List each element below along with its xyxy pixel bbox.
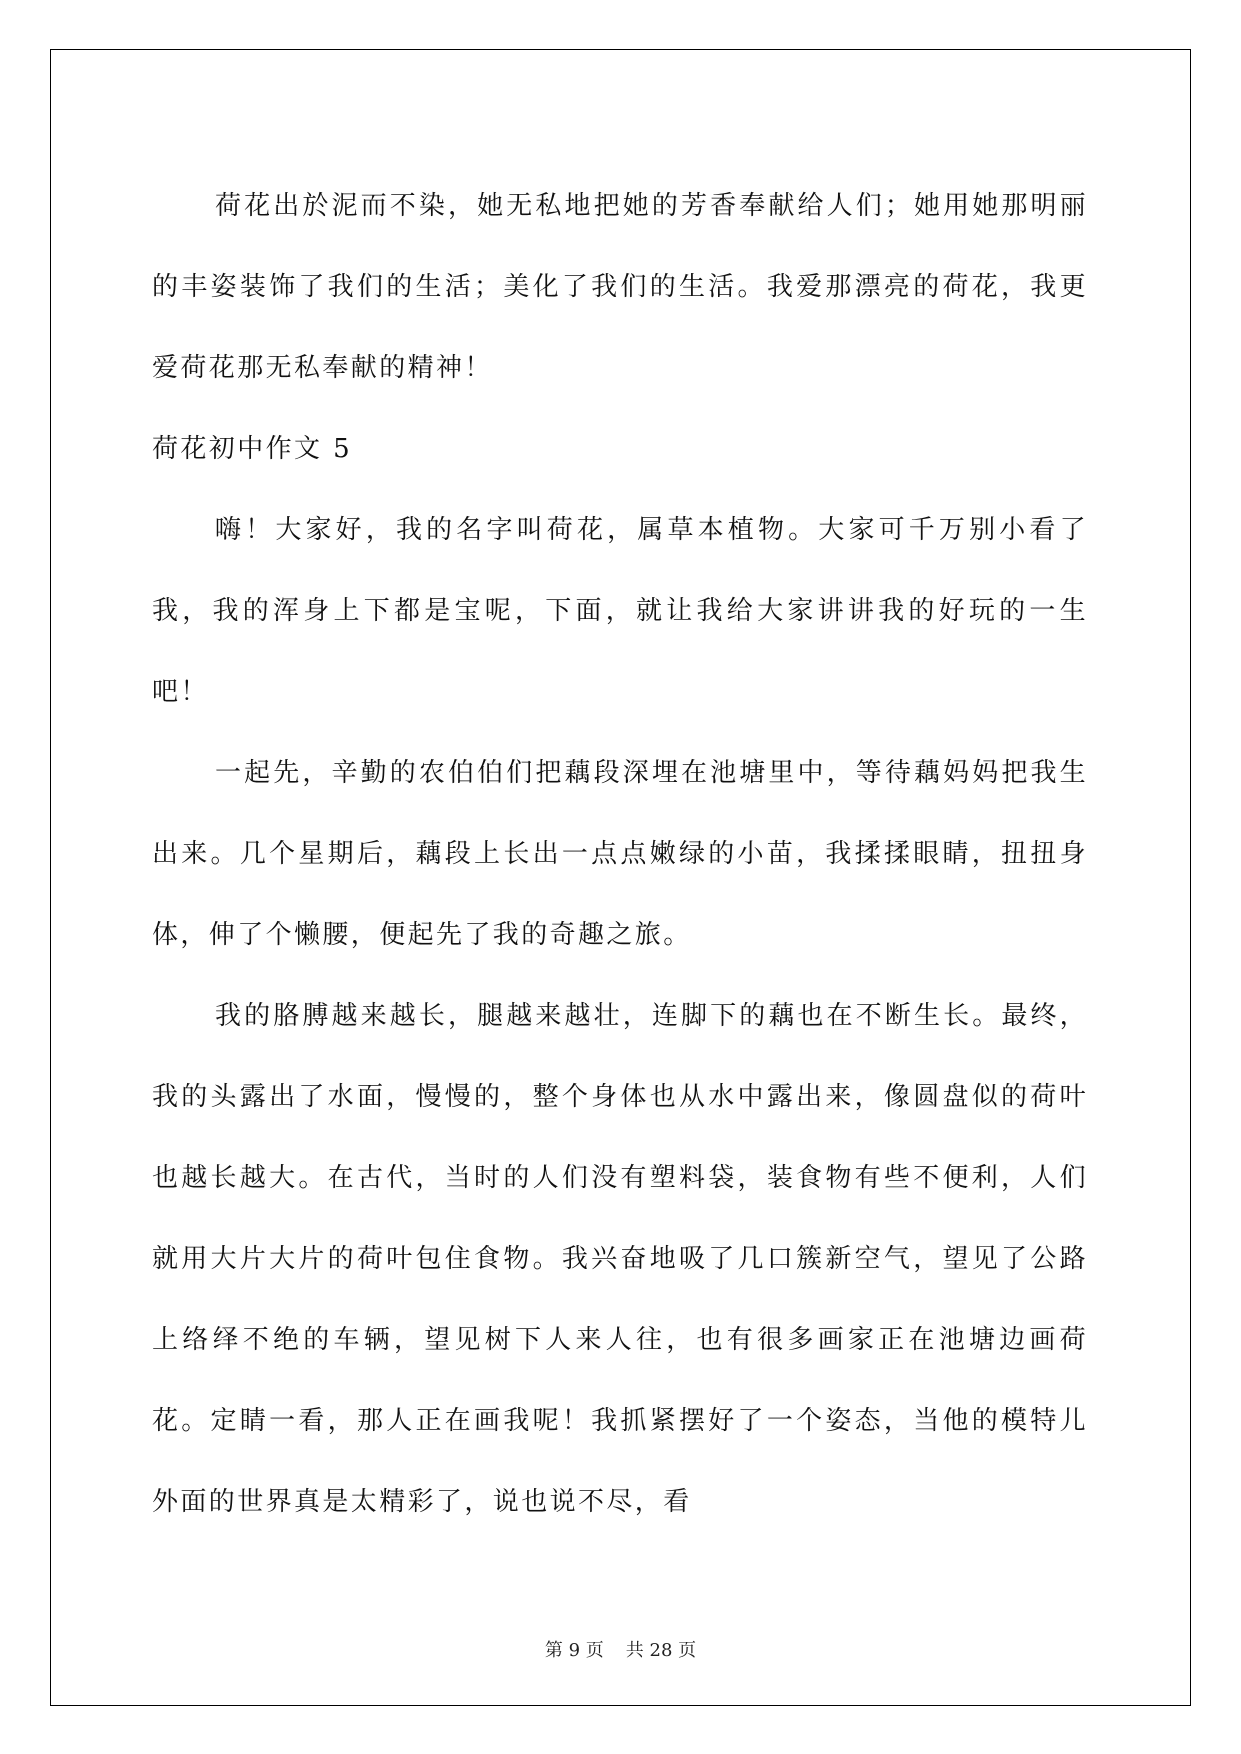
page-footer [0,1636,1241,1662]
section-heading: 荷花初中作文 5 [152,434,353,464]
paragraph-4: 我的胳膊越来越长，腿越来越壮，连脚下的藕也在不断生长。最终，我的头露出了水面，慢慢的，整个身体也从水中露出来，像圆盘似的荷叶也越长越大。在古代，当时的人们没有塑料袋，装食物有些不便利，人们就用大片大片的荷叶包住食物。我兴奋地吸了几口簇新空气，望见了公路上络绎不绝的车辆，望见树下人来人往，也有很多画家正在池塘边画荷花。定睛一看，那人正在画我呢！我抓紧摆好了一个姿态，当他的模特儿外面的世界真是太精彩了，说也说不尽，看 [152,1001,1088,1517]
paragraph-2: 嗨！大家好，我的名字叫荷花，属草本植物。大家可千万别小看了我，我的浑身上下都是宝呢，下面，就让我给大家讲讲我的好玩的一生吧！ [152,515,1088,707]
page-total: 共 28 页 [625,1640,697,1661]
paragraph-3: 一起先，辛勤的农伯伯们把藕段深埋在池塘里中，等待藕妈妈把我生出来。几个星期后，藕段上长出一点点嫩绿的小苗，我揉揉眼睛，扭扭身体，伸了个懒腰，便起先了我的奇趣之旅。 [152,758,1088,950]
document-body [152,166,1088,1543]
paragraph-1: 荷花出於泥而不染，她无私地把她的芳香奉献给人们；她用她那明丽的丰姿装饰了我们的生活；美化了我们的生活。我爱那漂亮的荷花，我更爱荷花那无私奉献的精神！ [152,191,1088,383]
page-number: 第 9 页 [544,1640,604,1661]
